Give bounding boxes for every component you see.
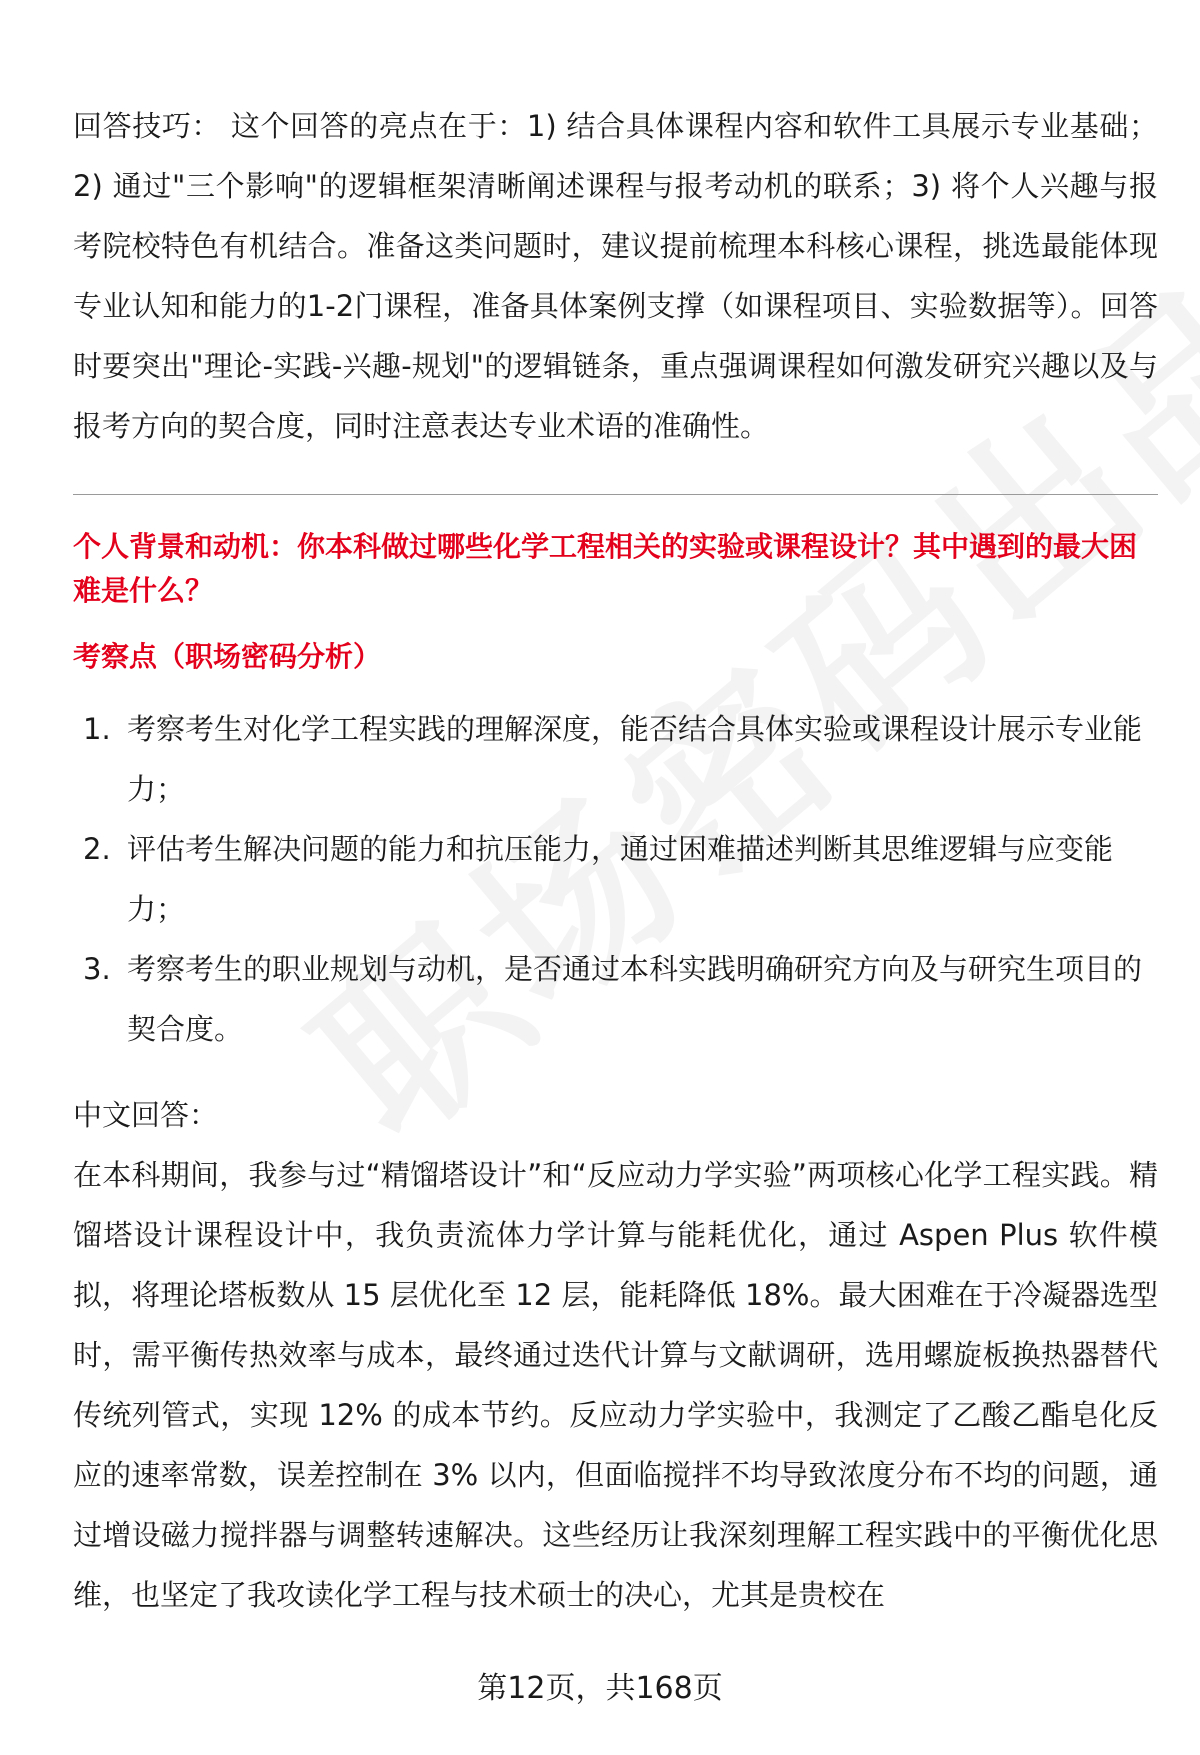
list-number: 1. — [83, 712, 111, 746]
assessment-list — [73, 699, 1158, 1059]
page-content — [73, 96, 1158, 1625]
tips-paragraph: 回答技巧： 这个回答的亮点在于：1) 结合具体课程内容和软件工具展示专业基础；2) 通过"三个影响"的逻辑框架清晰阐述课程与报考动机的联系；3) 将个人兴趣与报考院校特色有机结合。准备这类问题时，建议提前梳理本科核心课程，挑选最能体现专业认知和能力的1-2门课程，准备具体案例支撑（如课程项目、实验数据等）。回答时要突出"理论-实践-兴趣-规划"的逻辑链条，重点强调课程如何激发研究兴趣以及与报考方向的契合度，同时注意表达专业术语的准确性。 — [73, 109, 1158, 443]
question-heading: 个人背景和动机：你本科做过哪些化学工程相关的实验或课程设计？其中遇到的最大困难是什么？ — [73, 530, 1138, 607]
answer-paragraph: 在本科期间，我参与过“精馏塔设计”和“反应动力学实验”两项核心化学工程实践。精馏塔设计课程设计中，我负责流体力学计算与能耗优化，通过 Aspen Plus 软件模拟，将理论塔板数从 15 层优化至 12 层，能耗降低 18%。最大困难在于冷凝器选型时，需平衡传热效率与成本，最终通过迭代计算与文献调研，选用螺旋板换热器替代传统列管式，实现 12% 的成本节约。反应动力学实验中，我测定了乙酸乙酯皂化反应的速率常数，误差控制在 3% 以内，但面临搅拌不均导致浓度分布不均的问题，通过增设磁力搅拌器与调整转速解决。这些经历让我深刻理解工程实践中的平衡优化思维，也坚定了我攻读化学工程与技术硕士的决心，尤其是贵校在 — [73, 1158, 1158, 1612]
list-text: 评估考生解决问题的能力和抗压能力，通过困难描述判断其思维逻辑与应变能力； — [127, 832, 1114, 926]
section-divider — [73, 494, 1158, 495]
assessment-heading: 考察点（职场密码分析） — [73, 640, 382, 673]
list-item — [73, 939, 1158, 1059]
list-number: 2. — [83, 832, 111, 866]
list-number: 3. — [83, 952, 111, 986]
list-text: 考察考生对化学工程实践的理解深度，能否结合具体实验或课程设计展示专业能力； — [127, 712, 1143, 806]
list-item — [73, 699, 1158, 819]
list-text: 考察考生的职业规划与动机，是否通过本科实践明确研究方向及与研究生项目的契合度。 — [127, 952, 1143, 1046]
list-item — [73, 819, 1158, 939]
answer-label: 中文回答： — [73, 1098, 219, 1132]
page-footer: 第12页，共168页 — [477, 1671, 723, 1706]
